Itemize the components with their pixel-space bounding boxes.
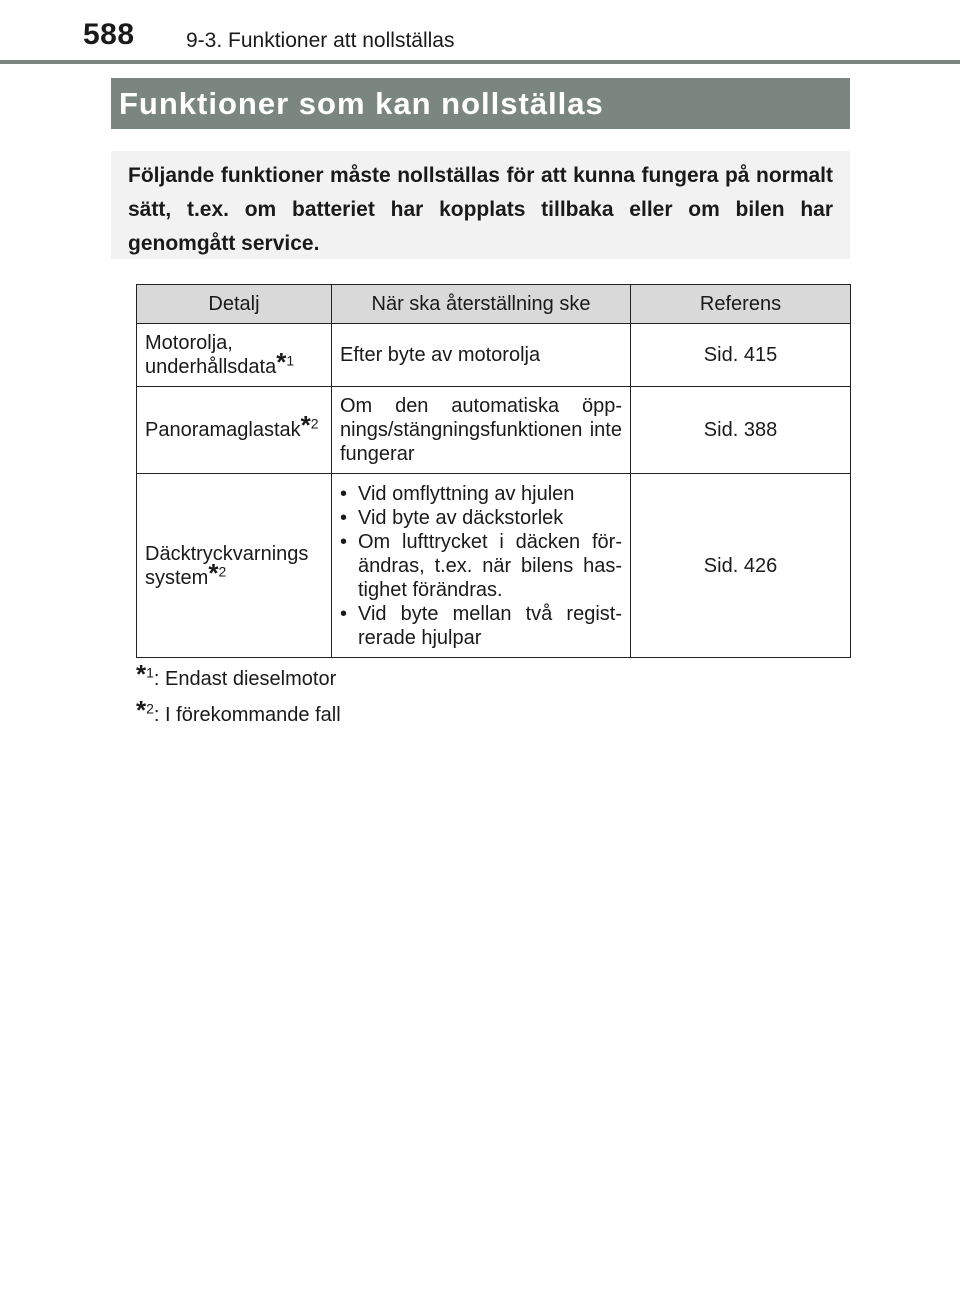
footnote-number: 2 (218, 562, 227, 579)
footnote-asterisk: * (208, 557, 219, 588)
intro-text: Följande funktioner måste nollställas för att kunna fungera på normalt sätt, t.ex. om batteriet har kopplats tillbaka eller om bilen har genomgått service. (111, 151, 850, 259)
reference-cell: Sid. 426 (631, 474, 851, 658)
footnote-asterisk: * (136, 659, 147, 689)
page-title: Funktioner som kan nollställas (111, 78, 850, 129)
when-cell: Efter byte av motorolja (332, 324, 631, 387)
footnote-2 (136, 695, 341, 727)
table-row (137, 387, 851, 474)
page-number: 588 (83, 18, 135, 51)
footnote-text: : I förekommande fall (153, 704, 341, 726)
detail-cell (137, 324, 332, 387)
table-row (137, 474, 851, 658)
when-bullet-list (340, 482, 622, 650)
detail-line: Motorolja, (145, 332, 233, 354)
reference-cell: Sid. 415 (631, 324, 851, 387)
detail-line: Panoramaglastak (145, 419, 301, 441)
list-item: • Om lufttrycket i däcken för-ändras, t.ex. när bilens has-tighet förändras. (340, 530, 622, 602)
list-item: • Vid byte av däckstorlek (340, 506, 622, 530)
column-header-reference: Referens (631, 285, 851, 324)
list-item: • Vid omflyttning av hjulen (340, 482, 622, 506)
reset-functions-table (136, 284, 851, 658)
footnote-text: : Endast dieselmotor (153, 668, 337, 690)
footnote-number: 1 (286, 352, 295, 369)
footnote-number: 2 (310, 415, 319, 432)
column-header-when: När ska återställning ske (332, 285, 631, 324)
section-title: 9-3. Funktioner att nollställas (186, 29, 455, 52)
detail-cell (137, 474, 332, 658)
list-item: • Vid byte mellan två regist-rerade hjulpar (340, 602, 622, 650)
detail-line: underhållsdata (145, 356, 277, 378)
footnote-1 (136, 659, 337, 691)
table-row (137, 324, 851, 387)
when-cell: Om den automatiska öpp-nings/stängningsfunktionen inte fungerar (332, 387, 631, 474)
column-header-detail: Detalj (137, 285, 332, 324)
detail-cell (137, 387, 332, 474)
footnote-asterisk: * (300, 410, 311, 440)
table-header-row (137, 285, 851, 324)
footnote-number: 1 (146, 664, 154, 681)
footnote-number: 2 (146, 700, 154, 717)
header-divider (0, 60, 960, 64)
detail-line: Däcktryckvarnings (145, 542, 309, 565)
reference-cell: Sid. 388 (631, 387, 851, 474)
footnote-asterisk: * (276, 347, 287, 377)
detail-line: system (145, 566, 209, 589)
footnote-asterisk: * (136, 695, 147, 725)
when-cell (332, 474, 631, 658)
